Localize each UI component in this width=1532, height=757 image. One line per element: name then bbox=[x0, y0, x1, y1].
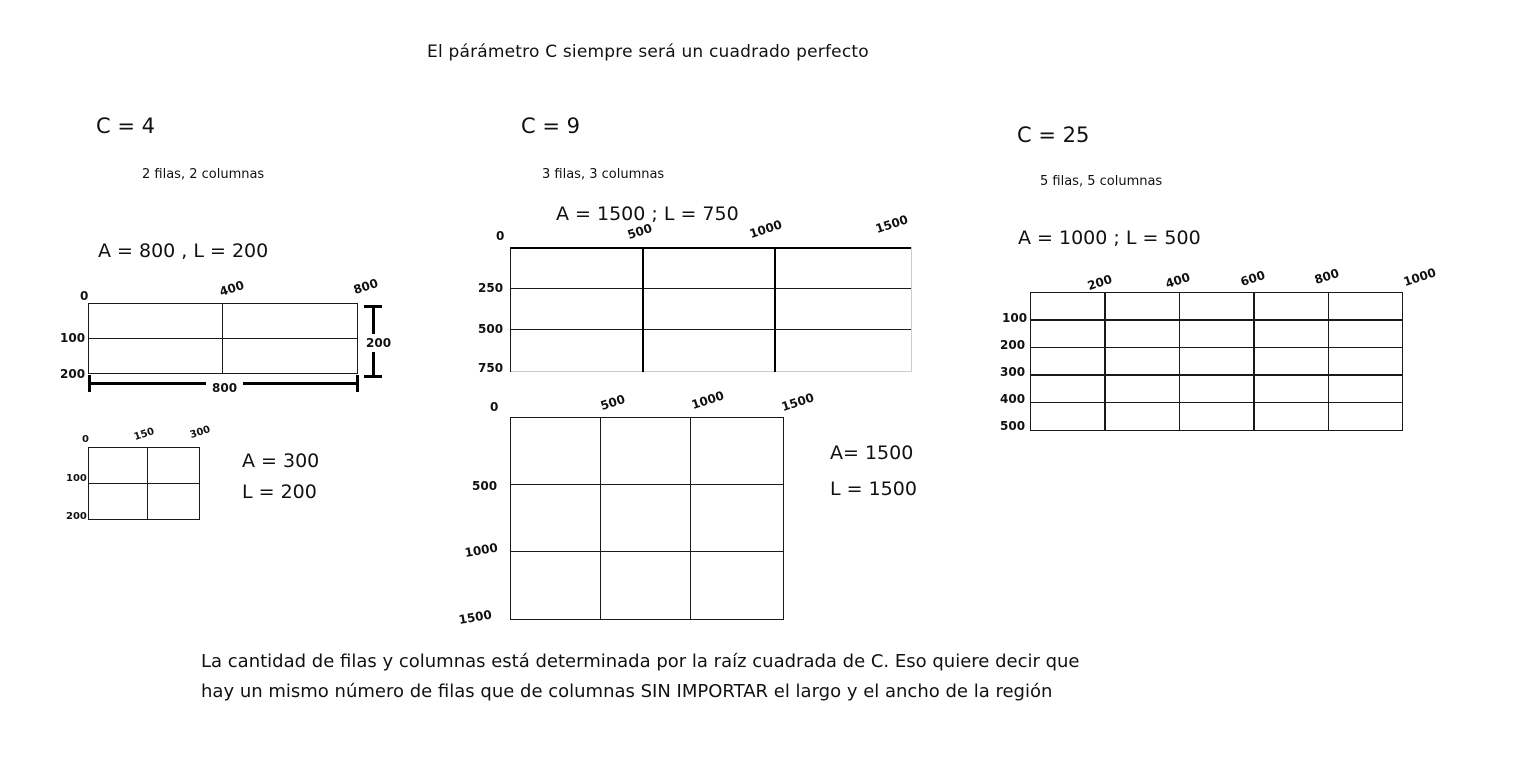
page-title: El párámetro C siempre será un cuadrado perfecto bbox=[427, 42, 869, 62]
dimension-cap-right bbox=[356, 375, 359, 392]
figure-label-c9-1: A = 1500 ; L = 750 bbox=[556, 203, 739, 225]
figure-label-c9-2-area: A= 1500 bbox=[830, 442, 914, 464]
grid-c9-figure-2 bbox=[510, 417, 784, 620]
tick-x-c4-1-2: 800 bbox=[351, 275, 380, 297]
tick-x-c25-4: 1000 bbox=[1401, 265, 1438, 289]
tick-x-c9-2-0: 0 bbox=[490, 400, 499, 414]
tick-y-c4-2-1: 100 bbox=[66, 473, 87, 484]
tick-y-c9-1-1: 250 bbox=[478, 281, 504, 295]
figure-label-c4-2-area: A = 300 bbox=[242, 450, 320, 472]
grid-line-h bbox=[510, 371, 912, 372]
grid-line-h bbox=[88, 483, 200, 484]
grid-line-v bbox=[1402, 292, 1403, 431]
grid-line-v bbox=[1030, 292, 1031, 431]
grid-c25-figure-1 bbox=[1030, 292, 1403, 431]
grid-line-v bbox=[911, 247, 912, 372]
grid-line-v bbox=[642, 247, 644, 372]
grid-line-h bbox=[1030, 402, 1403, 403]
grid-c9-figure-1 bbox=[510, 247, 912, 372]
figure-label-c25-1: A = 1000 ; L = 500 bbox=[1018, 227, 1201, 249]
grid-line-h bbox=[1030, 430, 1403, 431]
grid-line-v bbox=[88, 447, 89, 520]
grid-line-v bbox=[783, 417, 784, 620]
section-heading-c25: C = 25 bbox=[1017, 123, 1090, 147]
tick-y-c25-0: 100 bbox=[1002, 311, 1028, 325]
tick-y-c25-1: 200 bbox=[1000, 338, 1026, 352]
tick-x-c9-2-3: 1500 bbox=[779, 390, 816, 414]
grid-line-v bbox=[88, 303, 89, 374]
grid-line-h bbox=[510, 247, 912, 249]
section-sub-c9: 3 filas, 3 columnas bbox=[542, 167, 665, 182]
tick-x-c25-3: 800 bbox=[1312, 265, 1341, 287]
grid-line-v bbox=[222, 303, 223, 374]
tick-x-c9-2-2: 1000 bbox=[689, 388, 726, 412]
tick-x-c9-2-1: 500 bbox=[598, 391, 627, 413]
section-heading-c9: C = 9 bbox=[521, 114, 580, 138]
grid-line-h bbox=[510, 619, 784, 620]
tick-x-c9-1-2: 1000 bbox=[747, 217, 784, 241]
tick-x-c25-2: 600 bbox=[1238, 267, 1267, 289]
grid-line-h bbox=[88, 519, 200, 520]
grid-c4-figure-1 bbox=[88, 303, 358, 374]
tick-x-c25-1: 400 bbox=[1163, 269, 1192, 291]
tick-y-c9-2-3: 1500 bbox=[457, 607, 493, 627]
figure-label-c4-2-length: L = 200 bbox=[242, 481, 317, 503]
dimension-label-width: 800 bbox=[206, 381, 243, 395]
section-sub-c25: 5 filas, 5 columnas bbox=[1040, 174, 1163, 189]
tick-y-c25-3: 400 bbox=[1000, 392, 1026, 406]
tick-y-c9-1-2: 500 bbox=[478, 322, 504, 336]
grid-line-v bbox=[147, 447, 148, 520]
dimension-cap-top bbox=[364, 305, 382, 308]
grid-line-v bbox=[510, 417, 511, 620]
grid-line-v bbox=[510, 247, 511, 372]
grid-c4-figure-2 bbox=[88, 447, 200, 520]
grid-line-v bbox=[690, 417, 691, 620]
tick-y-c25-4: 500 bbox=[1000, 419, 1026, 433]
tick-x-c4-2-0: 0 bbox=[82, 434, 89, 445]
grid-line-v bbox=[1179, 292, 1180, 431]
tick-x-c4-1-1: 400 bbox=[217, 277, 246, 299]
footer-line-1: La cantidad de filas y columnas está determinada por la raíz cuadrada de C. Eso quiere decir que bbox=[201, 651, 1080, 672]
tick-y-c9-2-2: 1000 bbox=[463, 540, 499, 560]
tick-x-c9-1-1: 500 bbox=[625, 220, 654, 242]
grid-line-v bbox=[199, 447, 200, 520]
grid-line-h bbox=[1030, 374, 1403, 375]
footer-line-2: hay un mismo número de filas que de columnas SIN IMPORTAR el largo y el ancho de la región bbox=[201, 681, 1053, 702]
tick-x-c9-1-3: 1500 bbox=[873, 212, 910, 236]
grid-line-h bbox=[510, 288, 912, 289]
grid-line-h bbox=[1030, 292, 1403, 293]
grid-line-v bbox=[774, 247, 776, 372]
tick-x-c9-1-0: 0 bbox=[496, 229, 505, 243]
grid-line-v bbox=[357, 303, 358, 374]
dimension-cap-left bbox=[88, 375, 91, 392]
grid-line-h bbox=[1030, 347, 1403, 348]
tick-y-c9-2-1: 500 bbox=[472, 479, 498, 493]
section-heading-c4: C = 4 bbox=[96, 114, 155, 138]
tick-y-c4-1-1: 100 bbox=[60, 331, 86, 345]
figure-label-c9-2-length: L = 1500 bbox=[830, 478, 917, 500]
grid-line-h bbox=[88, 447, 200, 448]
tick-x-c4-2-1: 150 bbox=[132, 426, 156, 443]
grid-line-h bbox=[510, 329, 912, 330]
section-sub-c4: 2 filas, 2 columnas bbox=[142, 167, 265, 182]
tick-y-c9-1-3: 750 bbox=[478, 361, 504, 375]
tick-y-c25-2: 300 bbox=[1000, 365, 1026, 379]
tick-y-c4-2-2: 200 bbox=[66, 511, 87, 522]
grid-line-v bbox=[1104, 292, 1105, 431]
dimension-label-height: 200 bbox=[363, 334, 394, 352]
tick-y-c4-1-2: 200 bbox=[60, 367, 86, 381]
grid-line-v bbox=[1253, 292, 1254, 431]
tick-x-c4-2-2: 300 bbox=[188, 424, 212, 441]
figure-label-c4-1: A = 800 , L = 200 bbox=[98, 240, 269, 262]
grid-line-h bbox=[1030, 319, 1403, 320]
grid-line-h bbox=[510, 484, 784, 485]
grid-line-h bbox=[510, 417, 784, 418]
grid-line-v bbox=[1328, 292, 1329, 431]
dimension-cap-bottom bbox=[364, 375, 382, 378]
tick-x-c25-0: 200 bbox=[1085, 271, 1114, 293]
grid-line-v bbox=[600, 417, 601, 620]
tick-x-c4-1-0: 0 bbox=[80, 289, 89, 303]
grid-line-h bbox=[510, 551, 784, 552]
